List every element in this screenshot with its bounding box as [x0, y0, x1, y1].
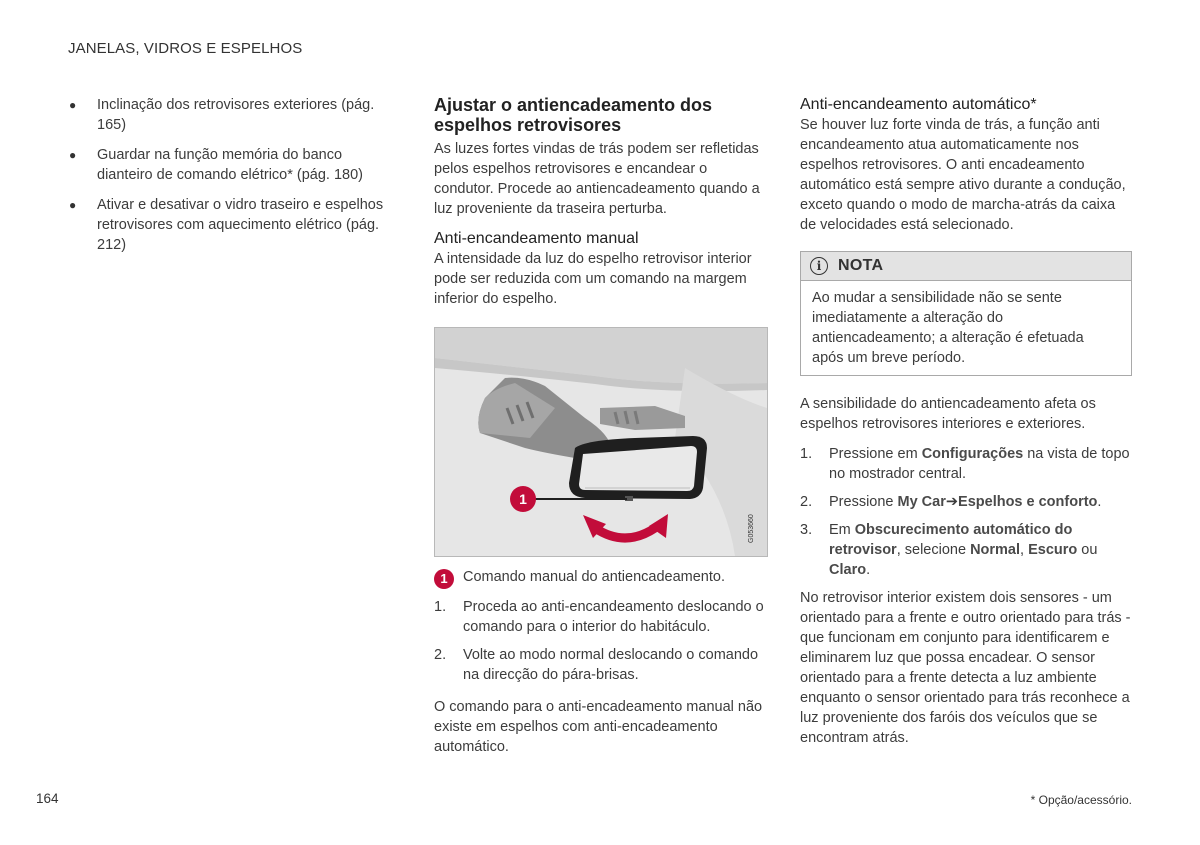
manual-paragraph: A intensidade da luz do espelho retrovisor interior pode ser reduzida com um comando na margem inferior do espelho.: [434, 251, 752, 307]
column-right: [800, 95, 1132, 758]
step-text-mid: ou: [1077, 542, 1098, 558]
bullet-icon: ●: [69, 98, 77, 112]
figure-code: G053660: [748, 514, 755, 543]
list-item: [434, 645, 768, 685]
page-number: 164: [36, 791, 59, 806]
auto-heading: Anti-encandeamento automático*: [800, 96, 1037, 113]
mirror-illustration: [434, 327, 768, 557]
settings-steps-list: [800, 444, 1132, 580]
figure-legend: [434, 567, 768, 587]
step-number: 1.: [800, 446, 813, 462]
step-number: 2.: [434, 647, 447, 663]
list-item: [434, 597, 768, 637]
auto-dim-label: Obscurecimento automático do retrovisor: [829, 522, 1073, 558]
note-box: [800, 251, 1132, 376]
step-text-pre: Pressione: [829, 494, 898, 510]
step-text-post: .: [866, 562, 871, 578]
step-text-post: .: [1097, 494, 1102, 510]
note-body: Ao mudar a sensibilidade não se sente imediatamente a alteração do antiencadeamento; a alteração é efetuada após um breve período.: [812, 290, 1084, 366]
list-item: [68, 195, 398, 255]
option-escuro: Escuro: [1028, 542, 1078, 558]
list-item: [800, 444, 1132, 484]
list-item: [68, 145, 398, 185]
closing-paragraph: O comando para o anti-encadeamento manual não existe em espelhos com anti-encadeamento automático.: [434, 699, 763, 755]
legend-text: Comando manual do antiencadeamento.: [463, 569, 725, 585]
bullet-icon: ●: [69, 198, 77, 212]
column-middle: [434, 95, 768, 767]
step-text-pre: Em: [829, 522, 855, 538]
sensors-paragraph: No retrovisor interior existem dois sensores - um orientado para a frente e outro orientado para trás - que funcionam em conjunto para identificarem e eliminarem luz que possa encadear. O sensor orientado para a frente detecta a luz ambiente enquanto o sensor orientado para trás reconhece a luz proveniente dos faróis dos veículos que se encontram atrás.: [800, 590, 1131, 746]
sensitivity-paragraph: A sensibilidade do antiencadeamento afeta os espelhos retrovisores interiores e exteriores.: [800, 396, 1096, 432]
list-item: [800, 520, 1132, 580]
step-number: 2.: [800, 494, 813, 510]
list-item: [68, 95, 398, 135]
section-header: JANELAS, VIDROS E ESPELHOS: [68, 40, 303, 57]
legend-number-badge: 1: [434, 569, 454, 589]
step-text: Volte ao modo normal deslocando o comando na direcção do pára-brisas.: [463, 647, 759, 683]
note-title: NOTA: [838, 257, 884, 274]
auto-paragraph: Se houver luz forte vinda de trás, a função anti encandeamento atua automaticamente nos espelhos retrovisores. O anti encadeamento automático está sempre ativo durante a condução, exceto quando o modo de marcha-atrás da caixa de velocidades está selecionado.: [800, 117, 1126, 233]
list-item-text[interactable]: Ativar e desativar o vidro traseiro e espelhos retrovisores com aquecimento elétrico (pág. 212): [97, 197, 384, 253]
mirror-illustration-svg: [435, 328, 767, 556]
list-item-text[interactable]: Guardar na função memória do banco dianteiro de comando elétrico* (pág. 180): [97, 147, 363, 183]
arrow-right-icon: ➔: [945, 494, 959, 510]
manual-heading: Anti-encandeamento manual: [434, 230, 639, 247]
step-number: 1.: [434, 599, 447, 615]
section-heading: Ajustar o antiencadeamento dos espelhos retrovisores: [434, 95, 713, 135]
option-normal: Normal: [970, 542, 1021, 558]
manual-steps-list: [434, 597, 768, 685]
footnote: * Opção/acessório.: [1030, 793, 1132, 807]
note-header: [801, 252, 1131, 281]
list-item: [800, 492, 1132, 512]
step-text: Proceda ao anti-encandeamento deslocando o comando para o interior do habitáculo.: [463, 599, 764, 635]
step-text-mid: , selecione: [896, 542, 971, 558]
list-item-text[interactable]: Inclinação dos retrovisores exteriores (pág. 165): [97, 97, 375, 133]
step-text-mid: ,: [1020, 542, 1029, 558]
related-links-list: [68, 95, 398, 255]
step-text-pre: Pressione em: [829, 446, 922, 462]
my-car-label: My Car: [897, 494, 946, 510]
step-text-post: na vista de topo no mostrador central.: [829, 446, 1130, 482]
settings-menu-label: Configurações: [921, 446, 1024, 462]
info-icon: i: [810, 257, 828, 275]
bullet-icon: ●: [69, 148, 77, 162]
figure-callout-number: 1: [519, 491, 527, 507]
step-number: 3.: [800, 522, 813, 538]
column-left: [68, 95, 398, 265]
option-claro: Claro: [829, 562, 867, 578]
mirrors-comfort-label: Espelhos e conforto: [958, 494, 1098, 510]
intro-paragraph: As luzes fortes vindas de trás podem ser refletidas pelos espelhos retrovisores e encandear o condutor. Procede ao antiencadeamento quando a luz proveniente da traseira perturba.: [434, 141, 760, 217]
